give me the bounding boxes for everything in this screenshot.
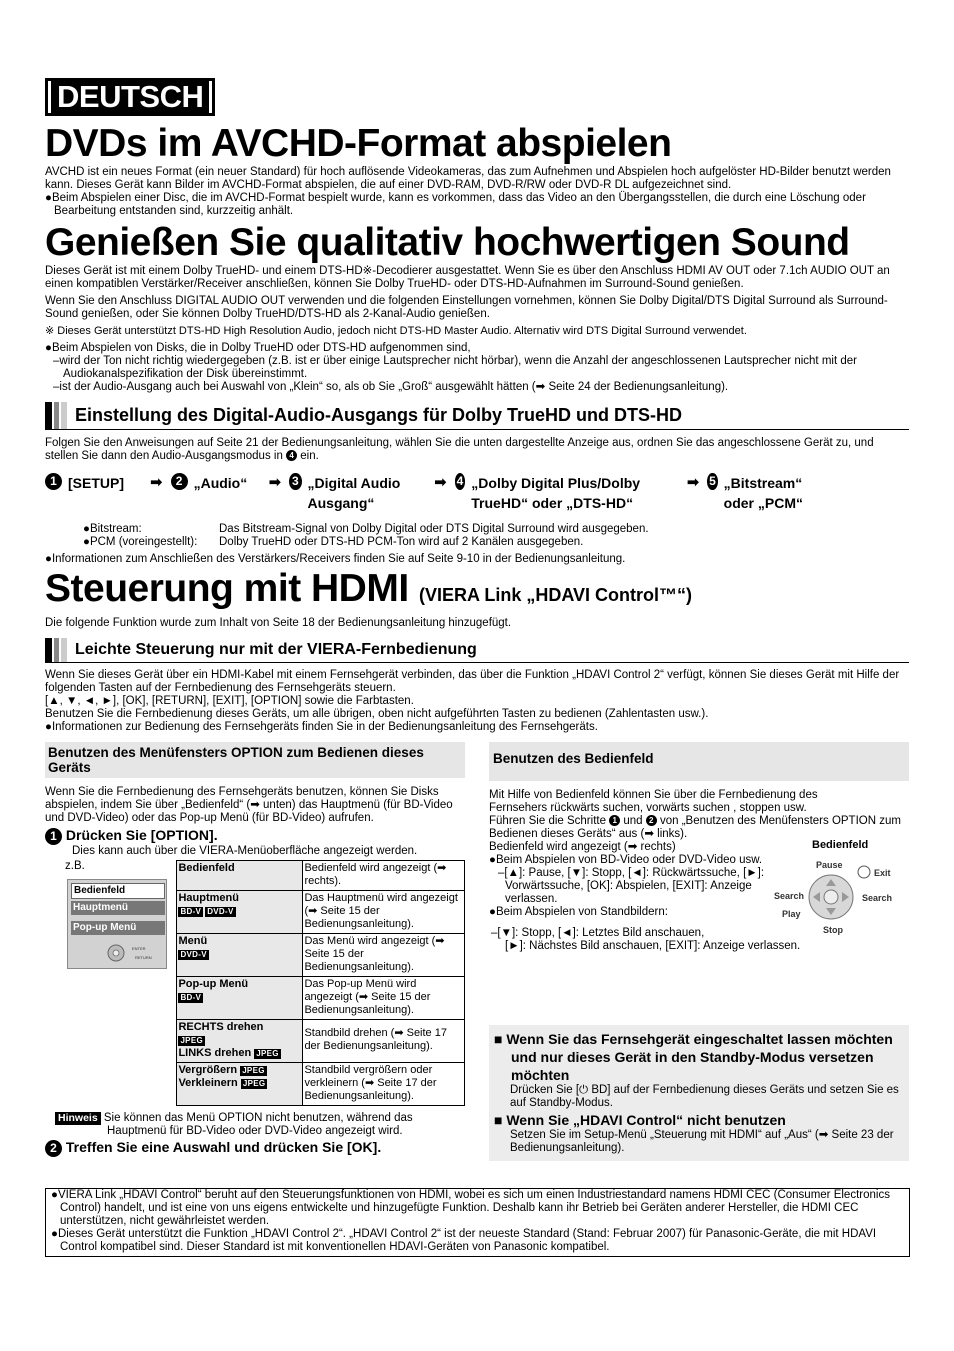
- jpeg-badge: JPEG: [242, 1078, 266, 1088]
- sound-b2: –wird der Ton nicht richtig wiedergegeben (z.B. ist er über einige Lautsprecher nicht hörbar), wenn die Anzahl der angeschlossenen Lautsprecher nicht mit der Audiokanalspezifikation der Disk übereinstimmt.: [53, 355, 857, 380]
- bd-v-badge: BD-V: [180, 906, 202, 916]
- digital-heading: Einstellung des Digital-Audio-Ausgangs für Dolby TrueHD und DTS-HD: [75, 405, 682, 425]
- avchd-title: DVDs im AVCHD-Format abspielen: [45, 122, 672, 165]
- option-p1: Wenn Sie die Fernbedienung des Fernsehgeräts benutzen, können Sie Disks abspielen, indem Sie über „Bedienfeld“ (➡ unten) das Hauptmenü (für BD-Video und DVD-Video) oder das Pop-up Menü (für BD-Video) aufrufen.: [45, 786, 453, 824]
- hinweis-badge: Hinweis: [55, 1112, 101, 1125]
- option-example: [45, 860, 465, 1106]
- hdmi-heading-bar: [45, 638, 909, 663]
- menu-item-bedienfeld[interactable]: Bedienfeld: [71, 883, 165, 899]
- hdmi-intro: Die folgende Funktion wurde zum Inhalt von Seite 18 der Bedienungsanleitung hinzugefügt.: [45, 617, 512, 629]
- bd-v-badge: BD-V: [180, 992, 202, 1002]
- pause-label: Pause: [816, 860, 843, 870]
- hdmi-p4: ●Informationen zur Bedienung des Fernsehgeräts finden Sie in der Bedienungsanleitung des Fernsehgeräts.: [45, 721, 598, 733]
- language-badge: DEUTSCH: [45, 78, 215, 116]
- sound-title: Genießen Sie qualitativ hochwertigen Sound: [45, 221, 850, 264]
- setup-steps: [45, 473, 909, 513]
- return-label: RETURN: [135, 954, 152, 960]
- table-row: Menü DVD-V Das Menü wird angezeigt (➡ Seite 15 der Bedienungsanleitung).: [177, 933, 465, 976]
- table-row: RECHTS drehen JPEG LINKS drehen JPEG Standbild drehen (➡ Seite 17 der Bedienungsanleitung).: [177, 1019, 465, 1062]
- enter-label: ENTER: [132, 945, 146, 951]
- arrow-right-icon: ➡: [150, 474, 163, 491]
- digital-heading-bar: [45, 402, 909, 430]
- step-number-icon: 1: [45, 473, 62, 490]
- menu-item-hauptmenue[interactable]: Hauptmenü: [71, 901, 165, 915]
- jpeg-badge: JPEG: [180, 1035, 203, 1045]
- standby-heading: ■ Wenn Sie das Fernsehgerät eingeschaltet lassen möchten und nur dieses Gerät in den Standby-Modus versetzen möchten: [494, 1031, 893, 1083]
- panel-column: [489, 742, 909, 1161]
- digital-intro: Folgen Sie den Anweisungen auf Seite 21 der Bedienungsanleitung, wählen Sie die unten dargestellte Anzeige aus, ordnen Sie das angeschlossene Gerät zu, und stellen Sie dann den Audio-Ausgangsmodus in 4 ein.: [45, 437, 874, 462]
- search-forward-label: Search: [862, 893, 893, 903]
- step-number-icon: 2: [171, 473, 188, 490]
- hdmi-p1: Wenn Sie dieses Gerät über ein HDMI-Kabel mit einem Fernsehgerät verbinden, das über die Funktion „HDAVI Control 2“ verfügt, können Sie dieses Gerät mit Hilfe der folgenden Tasten auf der Fernbedienung des Fernsehgeräts steuern.: [45, 669, 900, 694]
- step-number-icon: 4: [456, 474, 464, 488]
- setup-step-2: 2 „Audio“: [171, 473, 261, 493]
- step-number-icon: 1: [609, 815, 620, 826]
- panel-l4: ●Beim Abspielen von Standbildern:: [489, 906, 668, 918]
- panel-p2: Führen Sie die Schritte 1 und 2 von „Benutzen des Menüfensters OPTION zum Bedienen dieses Geräts“ aus (➡ links).: [489, 815, 901, 840]
- control-panel-figure: [774, 841, 909, 941]
- panel-heading: Benutzen des Bedienfeld: [489, 742, 909, 781]
- footer-note-1: ●VIERA Link „HDAVI Control“ beruht auf den Steuerungsfunktionen von HDMI, wobei es sich um einen Industriestandard namens HDMI CEC (Consumer Electronics Control) handelt, und ist eine von uns eigens entwickelte und hinzugefügte Funktion. Deshalb kann ihr Betrieb bei Geräten anderer Hersteller, die HDMI CEC unterstützen, nicht gewährleistet werden.: [51, 1189, 890, 1227]
- dvd-v-badge: DVD-V: [180, 949, 207, 959]
- option-heading: Benutzen des Menüfensters OPTION zum Bedienen dieses Geräts: [45, 742, 465, 778]
- option-step1: 1 Drücken Sie [OPTION].: [45, 827, 465, 845]
- exit-label: Exit: [874, 868, 891, 878]
- search-back-label: Search: [774, 891, 805, 901]
- panel-l5: –[▼]: Stopp, [◄]: Letztes Bild anschauen,: [491, 927, 705, 939]
- menu-item-popup[interactable]: Pop-up Menü: [71, 921, 165, 935]
- arrow-right-icon: ➡: [434, 474, 447, 491]
- exit-button-icon: [858, 866, 870, 878]
- table-row: Vergrößern JPEG Verkleinern JPEG Standbild vergrößern oder verkleinern (➡ Seite 17 der Bedienungsanleitung).: [177, 1062, 465, 1105]
- table-row: Hauptmenü BD-V DVD-V Das Hauptmenü wird angezeigt (➡ Seite 15 der Bedienungsanleitung).: [177, 890, 465, 933]
- digital-info: ●Informationen zum Anschließen des Verstärkers/Receivers finden Sie auf Seite 9-10 in der Bedienungsanleitung.: [45, 553, 626, 565]
- footer-note-2: ●Dieses Gerät unterstützt die Funktion „HDAVI Control 2“. „HDAVI Control 2“ ist der neueste Standard (Stand: Februar 2007) für Panasonic-Geräte, die mit HDAVI Control kompatibel sind. Dieser Standard ist mit konventionellen HDAVI-Geräten von Panasonic kompatibel.: [51, 1228, 877, 1253]
- setup-step-1: 1 [SETUP]: [45, 473, 142, 493]
- section-marker-icon: [45, 638, 67, 662]
- hdavi-off-text: Setzen Sie im Setup-Menü „Steuerung mit HDMI“ auf „Aus“ (➡ Seite 23 der Bedienungsanleitung).: [510, 1129, 894, 1154]
- jpeg-badge: JPEG: [256, 1048, 279, 1058]
- hdmi-p2: [▲, ▼, ◄, ►], [OK], [RETURN], [EXIT], [OPTION] sowie die Farbtasten.: [45, 695, 414, 707]
- table-row: Pop-up Menü BD-V Das Pop-up Menü wird angezeigt (➡ Seite 15 der Bedienungsanleitung).: [177, 976, 465, 1019]
- step-number-icon: 2: [45, 1140, 62, 1157]
- hdmi-p3: Benutzen Sie die Fernbedienung dieses Geräts, um alle übrigen, oben nicht aufgeführten Tasten zu bedienen (Zahlentasten usw.).: [45, 708, 709, 720]
- step-number-icon: 3: [289, 473, 301, 490]
- play-label: Play: [782, 909, 801, 919]
- arrow-right-icon: ➡: [686, 474, 700, 491]
- setup-step-3: 3 „Digital Audio Ausgang“: [289, 473, 426, 513]
- section-marker-icon: [45, 402, 67, 429]
- panel-l2: ●Beim Abspielen von BD-Video oder DVD-Video usw.: [489, 854, 763, 866]
- panel-l1: Bedienfeld wird angezeigt (➡ rechts): [489, 841, 676, 853]
- option-menu-preview: [67, 879, 167, 969]
- setup-step-4: 4 „Dolby Digital Plus/Dolby TrueHD“ oder „DTS-HD“: [456, 474, 641, 511]
- sound-note: ※ Dieses Gerät unterstützt DTS-HD High Resolution Audio, jedoch nicht DTS-HD Master Audio. Alternativ wird DTS Digital Surround verwendet.: [45, 325, 747, 337]
- option-step1-note: Dies kann auch über die VIERA-Menüoberfläche angezeigt werden.: [72, 844, 418, 857]
- stop-label: Stop: [823, 925, 843, 935]
- setup-step-5: 5 „Bitstream“ oder „PCM“: [709, 474, 804, 511]
- panel-p1: Mit Hilfe von Bedienfeld können Sie über die Fernbedienung des Fernsehers rückwärts suchen, vorwärts suchen , stoppen usw.: [489, 789, 818, 814]
- figure-title: Bedienfeld: [812, 839, 869, 851]
- two-columns: [45, 742, 909, 1161]
- avchd-p2: ●Beim Abspielen einer Disc, die im AVCHD-Format bespielt wurde, kann es vorkommen, dass das Video an den Übergangsstellen, die durch eine Löschung oder Bearbeitung entstanden sind, kurzzeitig anhält.: [45, 192, 866, 217]
- hdavi-off-heading: ■ Wenn Sie „HDAVI Control“ nicht benutzen: [494, 1112, 786, 1128]
- step-number-icon: 5: [709, 474, 716, 488]
- footer-notes: [45, 1188, 910, 1257]
- sound-b3: –ist der Audio-Ausgang auch bei Auswahl von „Klein“ so, als ob Sie „Groß“ ausgewählt hätten (➡ Seite 24 der Bedienungsanleitung).: [53, 381, 729, 393]
- sound-p2: Wenn Sie den Anschluss DIGITAL AUDIO OUT verwenden und die folgenden Einstellungen vornehmen, können Sie Dolby Digital/DTS Digital Surround als Surround-Sound genießen, oder Sie können Dolby TrueHD/DTS-HD als 2-Kanal-Audio genießen.: [45, 295, 888, 320]
- sound-p1: Dieses Gerät ist mit einem Dolby TrueHD- und einem DTS-HD※-Decodierer ausgestattet. Wenn Sie es über den Anschluss HDMI AV OUT oder 7.1ch AUDIO OUT an einen kompatiblen Verstärker/Receiver anschließen, können Sie Dolby TrueHD- oder DTS-HD-Aufnahmen im Surround-Sound genießen.: [45, 265, 890, 290]
- ok-button-icon: [824, 890, 838, 904]
- avchd-p1: AVCHD ist ein neues Format (ein neuer Standard) für hoch auflösende Videokameras, das zum Aufnehmen und Abspielen hoch aufgelöster HD-Bilder benutzt werden kann. Dieses Gerät kann Bilder im AVCHD-Format abspielen, die auf einer DVD-RAM, DVD-R/RW oder DVD-R DL aufgezeichnet sind.: [45, 166, 891, 191]
- hdmi-heading: Leichte Steuerung nur mit der VIERA-Fernbedienung: [75, 641, 477, 658]
- option-step2: 2 Treffen Sie eine Auswahl und drücken Sie [OK].: [45, 1139, 465, 1157]
- dvd-v-badge: DVD-V: [207, 906, 234, 916]
- step-number-icon: 1: [45, 828, 62, 845]
- option-hinweis: Hinweis Sie können das Menü OPTION nicht benutzen, während das Hauptmenü für BD-Video oder DVD-Video angezeigt wird.: [45, 1112, 465, 1138]
- jpeg-badge: JPEG: [242, 1065, 265, 1075]
- output-definitions: ●Bitstream: Das Bitstream-Signal von Dolby Digital oder DTS Digital Surround wird ausgegeben. ●PCM (voreingestellt): Dolby TrueHD oder DTS-HD PCM-Ton wird auf 2 Kanälen ausgegeben.: [83, 523, 649, 548]
- arrow-right-icon: ➡: [268, 474, 282, 491]
- step-number-icon: 4: [286, 450, 297, 461]
- sound-b1: ●Beim Abspielen von Disks, die in Dolby TrueHD oder DTS-HD aufgenommen sind,: [45, 342, 471, 354]
- table-row: Bedienfeld Bedienfeld wird angezeigt (➡ rechts).: [177, 860, 465, 890]
- option-table: [176, 860, 465, 1106]
- example-label: z.B.: [65, 859, 85, 872]
- standby-box: [489, 1025, 909, 1161]
- panel-l6: [►]: Nächstes Bild anschauen, [EXIT]: Anzeige verlassen.: [505, 940, 801, 952]
- standby-text: Drücken Sie [⏻ BD] auf der Fernbedienung dieses Geräts und setzen Sie es auf Standby-Modus.: [510, 1084, 899, 1109]
- remote-dpad-icon: [106, 943, 150, 965]
- panel-l3: –[▲]: Pause, [▼]: Stopp, [◄]: Rückwärtssuche, [►]: Vorwärtssuche, [OK]: Abspielen, [EXIT]: Anzeige verlassen.: [498, 867, 765, 905]
- option-column: [45, 742, 465, 1161]
- page: [45, 78, 909, 1161]
- step-number-icon: 2: [646, 815, 657, 826]
- hdmi-title: Steuerung mit HDMI (VIERA Link „HDAVI Control™“): [45, 567, 693, 610]
